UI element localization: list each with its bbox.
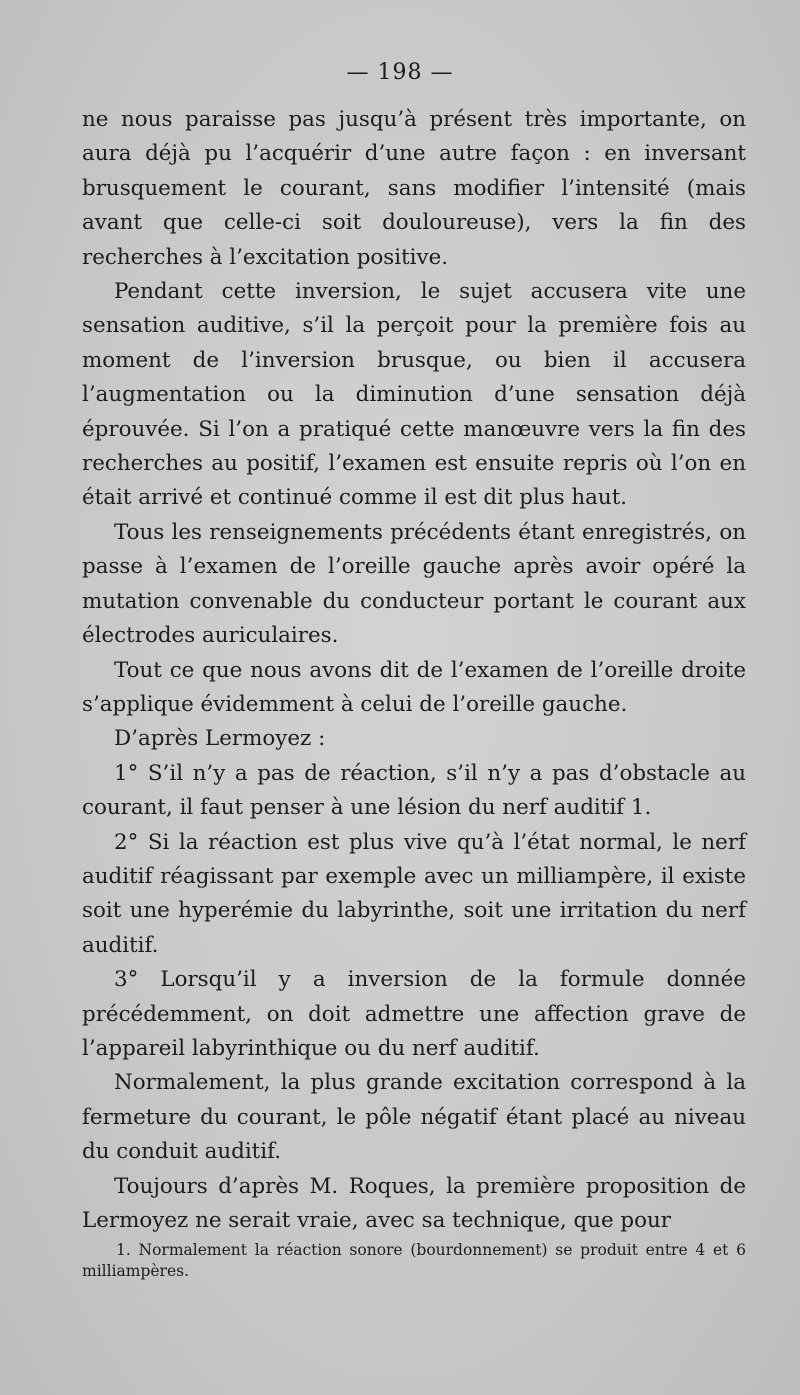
body-text	[82, 103, 746, 1238]
list-item-1: 1° S’il n’y a pas de réaction, s’il n’y a pas d’obstacle au courant, il faut penser à une lésion du nerf auditif 1.	[82, 760, 746, 821]
paragraph: Tout ce que nous avons dit de l’examen de l’oreille droite s’applique évidemment à celui de l’oreille gauche.	[82, 657, 746, 717]
list-item-3: 3° Lorsqu’il y a inversion de la formule donnée précédemment, on doit admettre une affection grave de l’appareil labyrinthique ou du nerf auditif.	[82, 967, 746, 1061]
footnote-text: 1. Normalement la réaction sonore (bourdonnement) se produit entre 4 et 6 milliampères.	[82, 1241, 746, 1280]
paragraph: Toujours d’après M. Roques, la première proposition de Lermoyez ne serait vraie, avec sa technique, que pour	[82, 1173, 746, 1233]
paragraph: Tous les renseignements précédents étant enregistrés, on passe à l’examen de l’oreille gauche après avoir opéré la mutation convenable du conducteur portant le courant aux électrodes auriculaires.	[82, 519, 746, 649]
footnote	[82, 1240, 746, 1282]
page-number: — 198 —	[346, 60, 454, 85]
paragraph: Normalement, la plus grande excitation correspond à la fermeture du courant, le pôle négatif étant placé au niveau du conduit auditif.	[82, 1070, 746, 1165]
paragraph: Pendant cette inversion, le sujet accusera vite une sensation auditive, s’il la perçoit pour la première fois au moment de l’inversion brusque, ou bien il accusera l’augmentation ou la diminution d’une sensation déjà éprouvée. Si l’on a pratiqué cette manœuvre vers la fin des recherches au positif, l’examen est ensuite repris où l’on en était arrivé et continué comme il est dit plus haut.	[82, 279, 746, 511]
paragraph-continuation: ne nous paraisse pas jusqu’à présent très importante, on aura déjà pu l’acquérir d’une autre façon : en inversant brusquement le courant, sans modifier l’intensité (mais avant que celle-ci soit douloureuse), vers la fin des recherches à l’excitation positive.	[82, 107, 746, 270]
paragraph: D’après Lermoyez :	[114, 726, 326, 752]
list-item-2: 2° Si la réaction est plus vive qu’à l’état normal, le nerf auditif réagissant par exemple avec un milliampère, il existe soit une hyperémie du labyrinthe, soit une irritation du nerf auditif.	[82, 829, 746, 958]
